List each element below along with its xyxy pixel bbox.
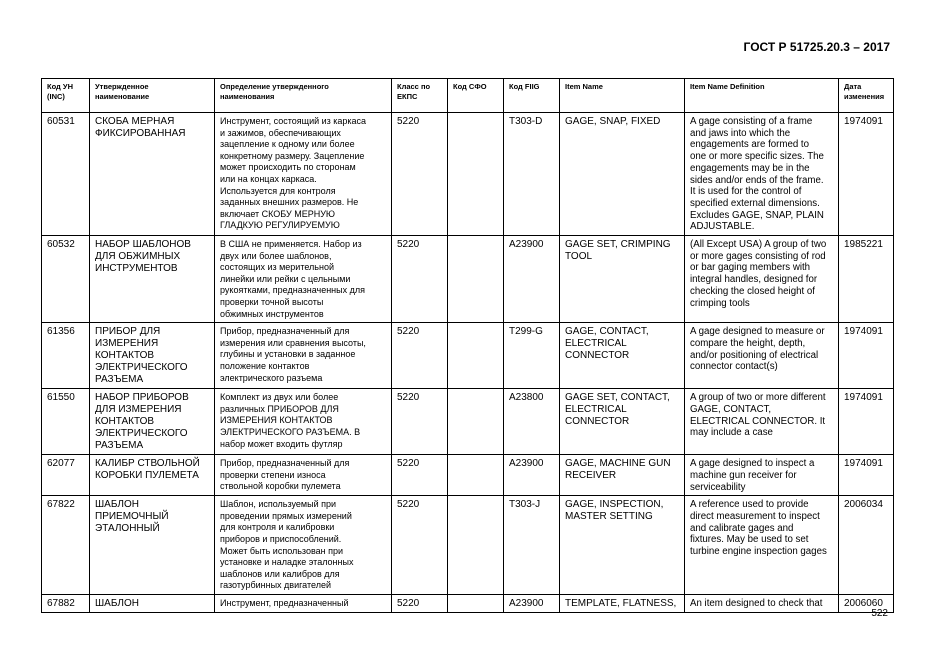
cell-inc: 67822 xyxy=(42,496,90,595)
cell-approved-name: ШАБЛОН ПРИЕМОЧНЫЙ ЭТАЛОННЫЙ xyxy=(90,496,215,595)
cell-ekps-class: 5220 xyxy=(392,236,448,323)
col-header-ekps-class: Класс по ЕКПС xyxy=(392,79,448,113)
cell-inc: 60532 xyxy=(42,236,90,323)
col-header-definition: Определение утвержденного наименования xyxy=(215,79,392,113)
cell-approved-name: СКОБА МЕРНАЯ ФИКСИРОВАННАЯ xyxy=(90,113,215,236)
cell-sfo xyxy=(448,496,504,595)
cell-ekps-class: 5220 xyxy=(392,595,448,613)
cell-inc: 61356 xyxy=(42,323,90,389)
cell-item-name: GAGE SET, CRIMPING TOOL xyxy=(560,236,685,323)
cell-change-date: 1985221 xyxy=(839,236,894,323)
table-row xyxy=(42,236,894,323)
cell-fiig: T299-G xyxy=(504,323,560,389)
cell-definition: Прибор, предназначенный для измерения или сравнения высоты, глубины и установки в заданное положение контактов электрического разъема xyxy=(215,323,392,389)
cell-change-date: 1974091 xyxy=(839,323,894,389)
cell-inc: 60531 xyxy=(42,113,90,236)
cell-inc: 67882 xyxy=(42,595,90,613)
cell-approved-name: ШАБЛОН xyxy=(90,595,215,613)
table-row xyxy=(42,323,894,389)
cell-fiig: T303-J xyxy=(504,496,560,595)
cell-sfo xyxy=(448,236,504,323)
cell-definition: Прибор, предназначенный для проверки степени износа ствольной коробки пулемета xyxy=(215,455,392,496)
cell-fiig: A23900 xyxy=(504,236,560,323)
cell-change-date: 2006060 xyxy=(839,595,894,613)
cell-item-name: GAGE, MACHINE GUN RECEIVER xyxy=(560,455,685,496)
cell-change-date: 1974091 xyxy=(839,113,894,236)
table-row xyxy=(42,455,894,496)
col-header-change-date: Дата изменения xyxy=(839,79,894,113)
cell-definition: Инструмент, предназначенный xyxy=(215,595,392,613)
col-header-item-name: Item Name xyxy=(560,79,685,113)
table-row xyxy=(42,496,894,595)
col-header-item-definition: Item Name Definition xyxy=(685,79,839,113)
cell-ekps-class: 5220 xyxy=(392,113,448,236)
cell-item-definition: (All Except USA) A group of two or more gages consisting of rod or bar gaging members with integral handles, designed for checking the closed height of crimping tools xyxy=(685,236,839,323)
cell-fiig: A23900 xyxy=(504,455,560,496)
cell-approved-name: ПРИБОР ДЛЯ ИЗМЕРЕНИЯ КОНТАКТОВ ЭЛЕКТРИЧЕСКОГО РАЗЪЕМА xyxy=(90,323,215,389)
table-row xyxy=(42,389,894,455)
cell-definition: В США не применяется. Набор из двух или более шаблонов, состоящих из мерительной линейки или рейки с цельными рукоятками, предназначенных для проверки точной высоты обжимных инструментов xyxy=(215,236,392,323)
cell-approved-name: НАБОР ШАБЛОНОВ ДЛЯ ОБЖИМНЫХ ИНСТРУМЕНТОВ xyxy=(90,236,215,323)
col-header-fiig: Код FIIG xyxy=(504,79,560,113)
table-row xyxy=(42,595,894,613)
cell-item-definition: A gage consisting of a frame and jaws into which the engagements are formed to one or more specific sizes. The engagements may be in the sides and/or ends of the frame. It is used for the control of specified external dimensions. Excludes GAGE, SNAP, PLAIN ADJUSTABLE. xyxy=(685,113,839,236)
cell-change-date: 1974091 xyxy=(839,389,894,455)
cell-item-name: GAGE, INSPECTION, MASTER SETTING xyxy=(560,496,685,595)
cell-fiig: A23800 xyxy=(504,389,560,455)
cell-approved-name: КАЛИБР СТВОЛЬНОЙ КОРОБКИ ПУЛЕМЕТА xyxy=(90,455,215,496)
cell-item-name: TEMPLATE, FLATNESS, xyxy=(560,595,685,613)
table-header-row xyxy=(42,79,894,113)
cell-fiig: T303-D xyxy=(504,113,560,236)
cell-item-name: GAGE, CONTACT, ELECTRICAL CONNECTOR xyxy=(560,323,685,389)
col-header-inc: Код УН (INC) xyxy=(42,79,90,113)
cell-item-name: GAGE SET, CONTACT, ELECTRICAL CONNECTOR xyxy=(560,389,685,455)
cell-definition: Шаблон, используемый при проведении прямых измерений для контроля и калибровки приборов и приспособлений. Может быть использован при установке и наладке эталонных шаблонов или калибров для газотурбинных двигателей xyxy=(215,496,392,595)
cell-ekps-class: 5220 xyxy=(392,496,448,595)
cell-item-definition: A gage designed to inspect a machine gun receiver for serviceability xyxy=(685,455,839,496)
cell-inc: 62077 xyxy=(42,455,90,496)
cell-definition: Инструмент, состоящий из каркаса и зажимов, обеспечивающих зацепление к одному или более конкретному размеру. Зацепление может происходить по сторонам или на концах каркаса. Используется для контроля заданных внешних размеров. Не включает СКОБУ МЕРНУЮ ГЛАДКУЮ РЕГУЛИРУЕМУЮ xyxy=(215,113,392,236)
table-row xyxy=(42,113,894,236)
page-number: 522 xyxy=(871,608,888,619)
cell-item-definition: A reference used to provide direct measurement to inspect and calibrate gages and fixtures. May be used to set turbine engine inspection gages xyxy=(685,496,839,595)
cell-change-date: 2006034 xyxy=(839,496,894,595)
cell-inc: 61550 xyxy=(42,389,90,455)
cell-sfo xyxy=(448,455,504,496)
cell-approved-name: НАБОР ПРИБОРОВ ДЛЯ ИЗМЕРЕНИЯ КОНТАКТОВ ЭЛЕКТРИЧЕСКОГО РАЗЪЕМА xyxy=(90,389,215,455)
cell-ekps-class: 5220 xyxy=(392,389,448,455)
cell-item-definition: A group of two or more different GAGE, CONTACT, ELECTRICAL CONNECTOR. It may include a case xyxy=(685,389,839,455)
col-header-sfo: Код СФО xyxy=(448,79,504,113)
cell-sfo xyxy=(448,595,504,613)
cell-ekps-class: 5220 xyxy=(392,455,448,496)
cell-sfo xyxy=(448,323,504,389)
cell-item-definition: An item designed to check that xyxy=(685,595,839,613)
cell-sfo xyxy=(448,113,504,236)
cell-item-name: GAGE, SNAP, FIXED xyxy=(560,113,685,236)
cell-fiig: A23900 xyxy=(504,595,560,613)
cell-item-definition: A gage designed to measure or compare the height, depth, and/or positioning of electrical connector contact(s) xyxy=(685,323,839,389)
nomenclature-table xyxy=(41,78,894,613)
standard-designation: ГОСТ Р 51725.20.3 – 2017 xyxy=(743,40,890,54)
cell-definition: Комплект из двух или более различных ПРИБОРОВ ДЛЯ ИЗМЕРЕНИЯ КОНТАКТОВ ЭЛЕКТРИЧЕСКОГО РАЗЪЕМА. В набор может входить футляр xyxy=(215,389,392,455)
cell-sfo xyxy=(448,389,504,455)
cell-change-date: 1974091 xyxy=(839,455,894,496)
cell-ekps-class: 5220 xyxy=(392,323,448,389)
col-header-approved-name: Утвержденное наименование xyxy=(90,79,215,113)
